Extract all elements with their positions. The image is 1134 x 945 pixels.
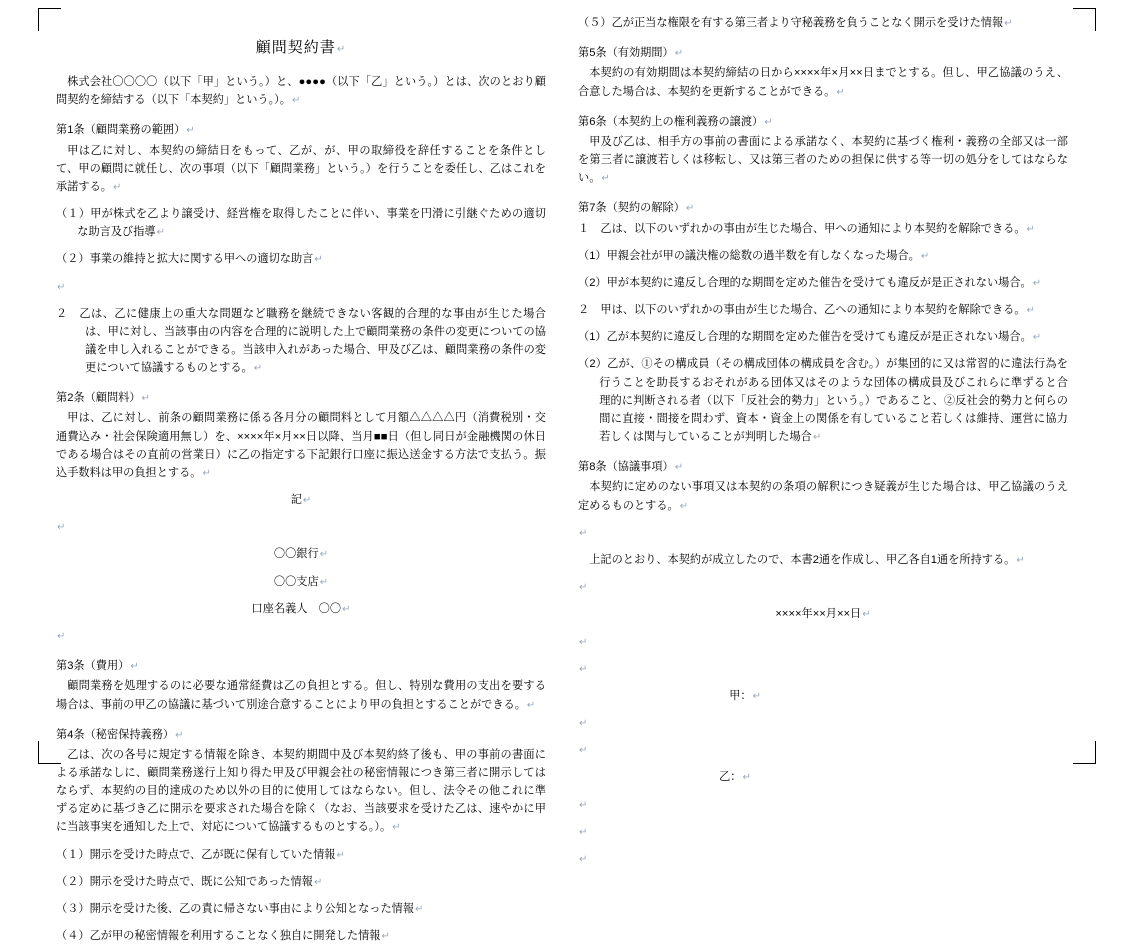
pilcrow-mark: ↵: [313, 876, 323, 888]
pilcrow-mark: ↵: [319, 576, 329, 588]
document-paragraph: [56, 142, 546, 196]
document-paragraph: [56, 927, 546, 945]
paragraph-text: （1）乙が本契約に違反し合理的な期間を定めた催告を受けても違反が是正されない場合。: [578, 331, 1032, 344]
document-paragraph: [578, 633, 1068, 651]
document-paragraph: [578, 14, 1068, 32]
pilcrow-mark: ↵: [336, 44, 347, 55]
paragraph-text: 第2条（顧問料）: [56, 392, 141, 405]
section-heading: [56, 389, 546, 407]
pilcrow-mark: ↵: [1032, 277, 1042, 289]
paragraph-text: （３）開示を受けた後、乙の責に帰さない事由により公知となった情報: [56, 903, 415, 916]
page-title-text: 顧問契約書: [255, 39, 336, 56]
pilcrow-mark: ↵: [579, 718, 588, 730]
section-heading: [56, 657, 546, 675]
document-paragraph: [56, 900, 546, 918]
paragraph-text: ２ 乙は、乙に健康上の重大な問題など職務を継続できない客観的合理的な事由が生じた場合は、甲に対し、当該事由の内容を合理的に説明した上で顧問業務の条件の変更についての協議を申し入れることができる。当該申入れがあった場合、甲及び乙は、顧問業務の条件の変更について協議するものとする。: [56, 307, 546, 375]
paragraph-text: 第3条（費用）: [56, 660, 130, 673]
paragraph-text: 第8条（協議事項）: [578, 461, 674, 474]
paragraph-text: （1）甲親会社が甲の議決権の総数の過半数を有しなくなった場合。: [578, 249, 920, 262]
document-paragraph: [56, 409, 546, 482]
document-paragraph: [56, 305, 546, 378]
document-paragraph: [578, 850, 1068, 868]
paragraph-text: （１）開示を受けた時点で、乙が既に保有していた情報: [56, 848, 336, 861]
pilcrow-mark: ↵: [579, 527, 588, 539]
document-paragraph: [56, 873, 546, 891]
paragraph-text: 第5条（有効期間）: [578, 47, 674, 60]
document-paragraph: [578, 220, 1068, 238]
pilcrow-mark: ↵: [579, 745, 588, 757]
document-paragraph: [56, 677, 546, 713]
pilcrow-mark: ↵: [579, 663, 588, 675]
document-paragraph: [56, 545, 546, 563]
paragraph-text: 第1条（顧問業務の範囲）: [56, 124, 186, 137]
paragraph-text: 本契約の有効期間は本契約締結の日から××××年×月××日までとする。但し、甲乙協議のうえ、合意した場合は、本契約を更新することができる。: [578, 67, 1068, 98]
pilcrow-mark: ↵: [601, 173, 610, 185]
pilcrow-mark: ↵: [415, 904, 424, 916]
pilcrow-mark: ↵: [186, 125, 195, 137]
document-paragraph: [578, 796, 1068, 814]
pilcrow-mark: ↵: [812, 432, 822, 444]
pilcrow-mark: ↵: [1032, 332, 1042, 344]
right-column: [568, 14, 1068, 865]
document-paragraph: [56, 627, 546, 645]
page-title: [56, 36, 546, 57]
document-paragraph: [578, 687, 1068, 705]
pilcrow-mark: ↵: [314, 254, 323, 266]
document-paragraph: [56, 205, 546, 241]
document-paragraph: [578, 247, 1068, 265]
document-paragraph: [578, 133, 1068, 187]
document-paragraph: [578, 328, 1068, 346]
section-heading: [578, 458, 1068, 476]
pilcrow-mark: ↵: [579, 636, 588, 648]
paragraph-text: 甲は、乙に対し、前条の顧問業務に係る各月分の顧問料として月額△△△△円（消費税別・交通費込み・社会保険適用無し）を、××××年×月××日以降、当月■■日（但し同日が金融機関の休日である場合はその直前の営業日）に乙の指定する下記銀行口座に振込送金する方法で支払う。振込手数料は甲の負担とする。: [56, 412, 546, 479]
pilcrow-mark: ↵: [302, 495, 312, 507]
left-body: [56, 73, 546, 945]
paragraph-text: （５）乙が正当な権限を有する第三者より守秘義務を負うことなく開示を受けた情報: [578, 17, 1004, 29]
paragraph-text: 乙：: [719, 771, 742, 784]
pilcrow-mark: ↵: [836, 86, 845, 98]
pilcrow-mark: ↵: [1026, 305, 1035, 317]
paragraph-text: 上記のとおり、本契約が成立したので、本書2通を作成し、甲乙各自1通を所持する。: [589, 553, 1016, 566]
section-heading: [56, 726, 546, 744]
paragraph-text: 〇〇支店: [273, 575, 319, 588]
document-paragraph: [578, 478, 1068, 514]
document-paragraph: [56, 518, 546, 536]
document-paragraph: [578, 64, 1068, 100]
section-heading: [578, 113, 1068, 131]
pilcrow-mark: ↵: [679, 500, 689, 512]
pilcrow-mark: ↵: [253, 363, 263, 375]
pilcrow-mark: ↵: [674, 462, 684, 474]
document-paragraph: [56, 73, 546, 109]
document-paragraph: [56, 600, 546, 618]
paragraph-text: 口座名義人 〇〇: [251, 602, 342, 615]
paragraph-text: 第7条（契約の解除）: [578, 202, 685, 215]
pilcrow-mark: ↵: [130, 661, 139, 673]
document-paragraph: [578, 578, 1068, 596]
paragraph-text: 顧問業務を処理するのに必要な通常経費は乙の負担とする。但し、特別な費用の支出を要する場合は、事前の甲乙の協議に基づいて別途合意することにより甲の負担とすることができる。: [56, 680, 546, 711]
document-paragraph: [578, 301, 1068, 319]
paragraph-text: （１）甲が株式を乙より譲受け、経営権を取得したことに伴い、事業を円滑に引継ぐための適切な助言及び指導: [56, 207, 546, 239]
document-paragraph: [578, 524, 1068, 542]
document-paragraph: [56, 573, 546, 591]
pilcrow-mark: ↵: [1016, 554, 1025, 566]
pilcrow-mark: ↵: [742, 772, 751, 784]
pilcrow-mark: ↵: [319, 549, 329, 561]
document-paragraph: [578, 355, 1068, 446]
document-paragraph: [56, 491, 546, 509]
document-paragraph: [578, 605, 1068, 623]
document-paragraph: [56, 746, 546, 837]
document-paragraph: [56, 250, 546, 268]
pilcrow-mark: ↵: [291, 95, 301, 107]
section-heading: [578, 199, 1068, 217]
left-column: [56, 14, 556, 943]
pilcrow-mark: ↵: [579, 799, 588, 811]
pilcrow-mark: ↵: [175, 729, 184, 741]
pilcrow-mark: ↵: [1026, 223, 1035, 235]
section-heading: [56, 121, 546, 139]
paragraph-text: 本契約に定めのない事項又は本契約の条項の解釈につき疑義が生じた場合は、甲乙協議のうえ定めるものとする。: [578, 481, 1068, 512]
paragraph-text: １ 乙は、以下のいずれかの事由が生じた場合、甲への通知により本契約を解除できる。: [578, 222, 1026, 235]
paragraph-text: 甲は乙に対し、本契約の締結日をもって、乙が、が、甲の取締役を辞任することを条件として、甲の顧問に就任し、次の事項（以下「顧問業務」という。）を行うことを委任し、乙はこれを承諾する。: [56, 144, 546, 193]
section-heading: [578, 44, 1068, 62]
paragraph-text: ２ 甲は、以下のいずれかの事由が生じた場合、乙への通知により本契約を解除できる。: [578, 304, 1026, 317]
pilcrow-mark: ↵: [57, 522, 66, 534]
paragraph-text: （2）乙が、①その構成員（その構成団体の構成員を含む。）が集団的に又は常習的に違法行為を行うことを助長するおそれがある団体又はそのような団体の構成員及びこれらに準ずると合理的に判断される者（以下「反社会的勢力」という。）であること、②反社会的勢力と何らの間に直接・間接を問わず、資本・資金上の関係を有していること若しくは維持、運営に協力若しくは関与していることが判明した場合: [578, 358, 1068, 444]
pilcrow-mark: ↵: [579, 854, 588, 865]
paragraph-text: 甲：: [729, 689, 752, 702]
paragraph-text: 記: [290, 494, 302, 507]
pilcrow-mark: ↵: [381, 931, 390, 943]
pilcrow-mark: ↵: [156, 227, 165, 239]
pilcrow-mark: ↵: [764, 116, 773, 128]
paragraph-text: （2）甲が本契約に違反し合理的な期間を定めた催告を受けても違反が是正されない場合。: [578, 276, 1032, 289]
document-paragraph: [56, 278, 546, 296]
paragraph-text: 〇〇銀行: [273, 548, 319, 561]
paragraph-text: 乙は、次の各号に規定する情報を除き、本契約期間中及び本契約終了後も、甲の事前の書面による承諾なしに、顧問業務遂行上知り得た甲及び甲親会社の秘密情報につき第三者に開示してはならず、本契約の目的達成のため以外の目的に使用してはならない。但し、法令その他これに準ずる定めに基づき乙に開示を要求された場合を除く（なお、当該要求を受けた乙は、速やかに甲に当該事実を通知した上で、対応について協議するものとする。）。: [56, 748, 546, 834]
pilcrow-mark: ↵: [392, 822, 401, 834]
paragraph-text: 株式会社〇〇〇〇（以下「甲」という。）と、●●●●（以下「乙」という。）とは、次のとおり顧問契約を締結する（以下「本契約」という。）。: [56, 76, 546, 107]
pilcrow-mark: ↵: [1004, 18, 1013, 29]
pilcrow-mark: ↵: [112, 181, 122, 193]
pilcrow-mark: ↵: [57, 281, 66, 293]
pilcrow-mark: ↵: [579, 826, 588, 838]
document-paragraph: [578, 768, 1068, 786]
paragraph-text: （４）乙が甲の秘密情報を利用することなく独自に開発した情報: [56, 930, 381, 943]
document-paragraph: [578, 551, 1068, 569]
document-paragraph: [578, 714, 1068, 732]
pilcrow-mark: ↵: [920, 250, 930, 262]
paragraph-text: （２）事業の維持と拡大に関する甲への適切な助言: [56, 253, 314, 266]
pilcrow-mark: ↵: [862, 609, 871, 621]
pilcrow-mark: ↵: [57, 631, 66, 643]
pilcrow-mark: ↵: [526, 699, 536, 711]
pilcrow-mark: ↵: [202, 467, 211, 479]
pilcrow-mark: ↵: [342, 603, 351, 615]
document-paragraph: [578, 741, 1068, 759]
document-paragraph: [578, 823, 1068, 841]
pilcrow-mark: ↵: [336, 849, 345, 861]
paragraph-text: 第6条（本契約上の権利義務の譲渡）: [578, 115, 764, 128]
document-paragraph: [578, 274, 1068, 292]
document-paragraph: [578, 660, 1068, 678]
paragraph-text: （２）開示を受けた時点で、既に公知であった情報: [56, 875, 313, 888]
pilcrow-mark: ↵: [141, 393, 150, 405]
pilcrow-mark: ↵: [579, 582, 588, 594]
paragraph-text: 甲及び乙は、相手方の事前の書面による承諾なく、本契約に基づく権利・義務の全部又は一部を第三者に譲渡若しくは移転し、又は第三者のための担保に供する等一切の処分をしてはならない。: [578, 135, 1068, 185]
pilcrow-mark: ↵: [752, 690, 761, 702]
paragraph-text: ××××年××月××日: [775, 608, 862, 621]
right-body: [578, 14, 1068, 868]
pilcrow-mark: ↵: [674, 48, 684, 60]
paragraph-text: 第4条（秘密保持義務）: [56, 728, 175, 741]
pilcrow-mark: ↵: [685, 203, 695, 215]
document-paragraph: [56, 846, 546, 864]
